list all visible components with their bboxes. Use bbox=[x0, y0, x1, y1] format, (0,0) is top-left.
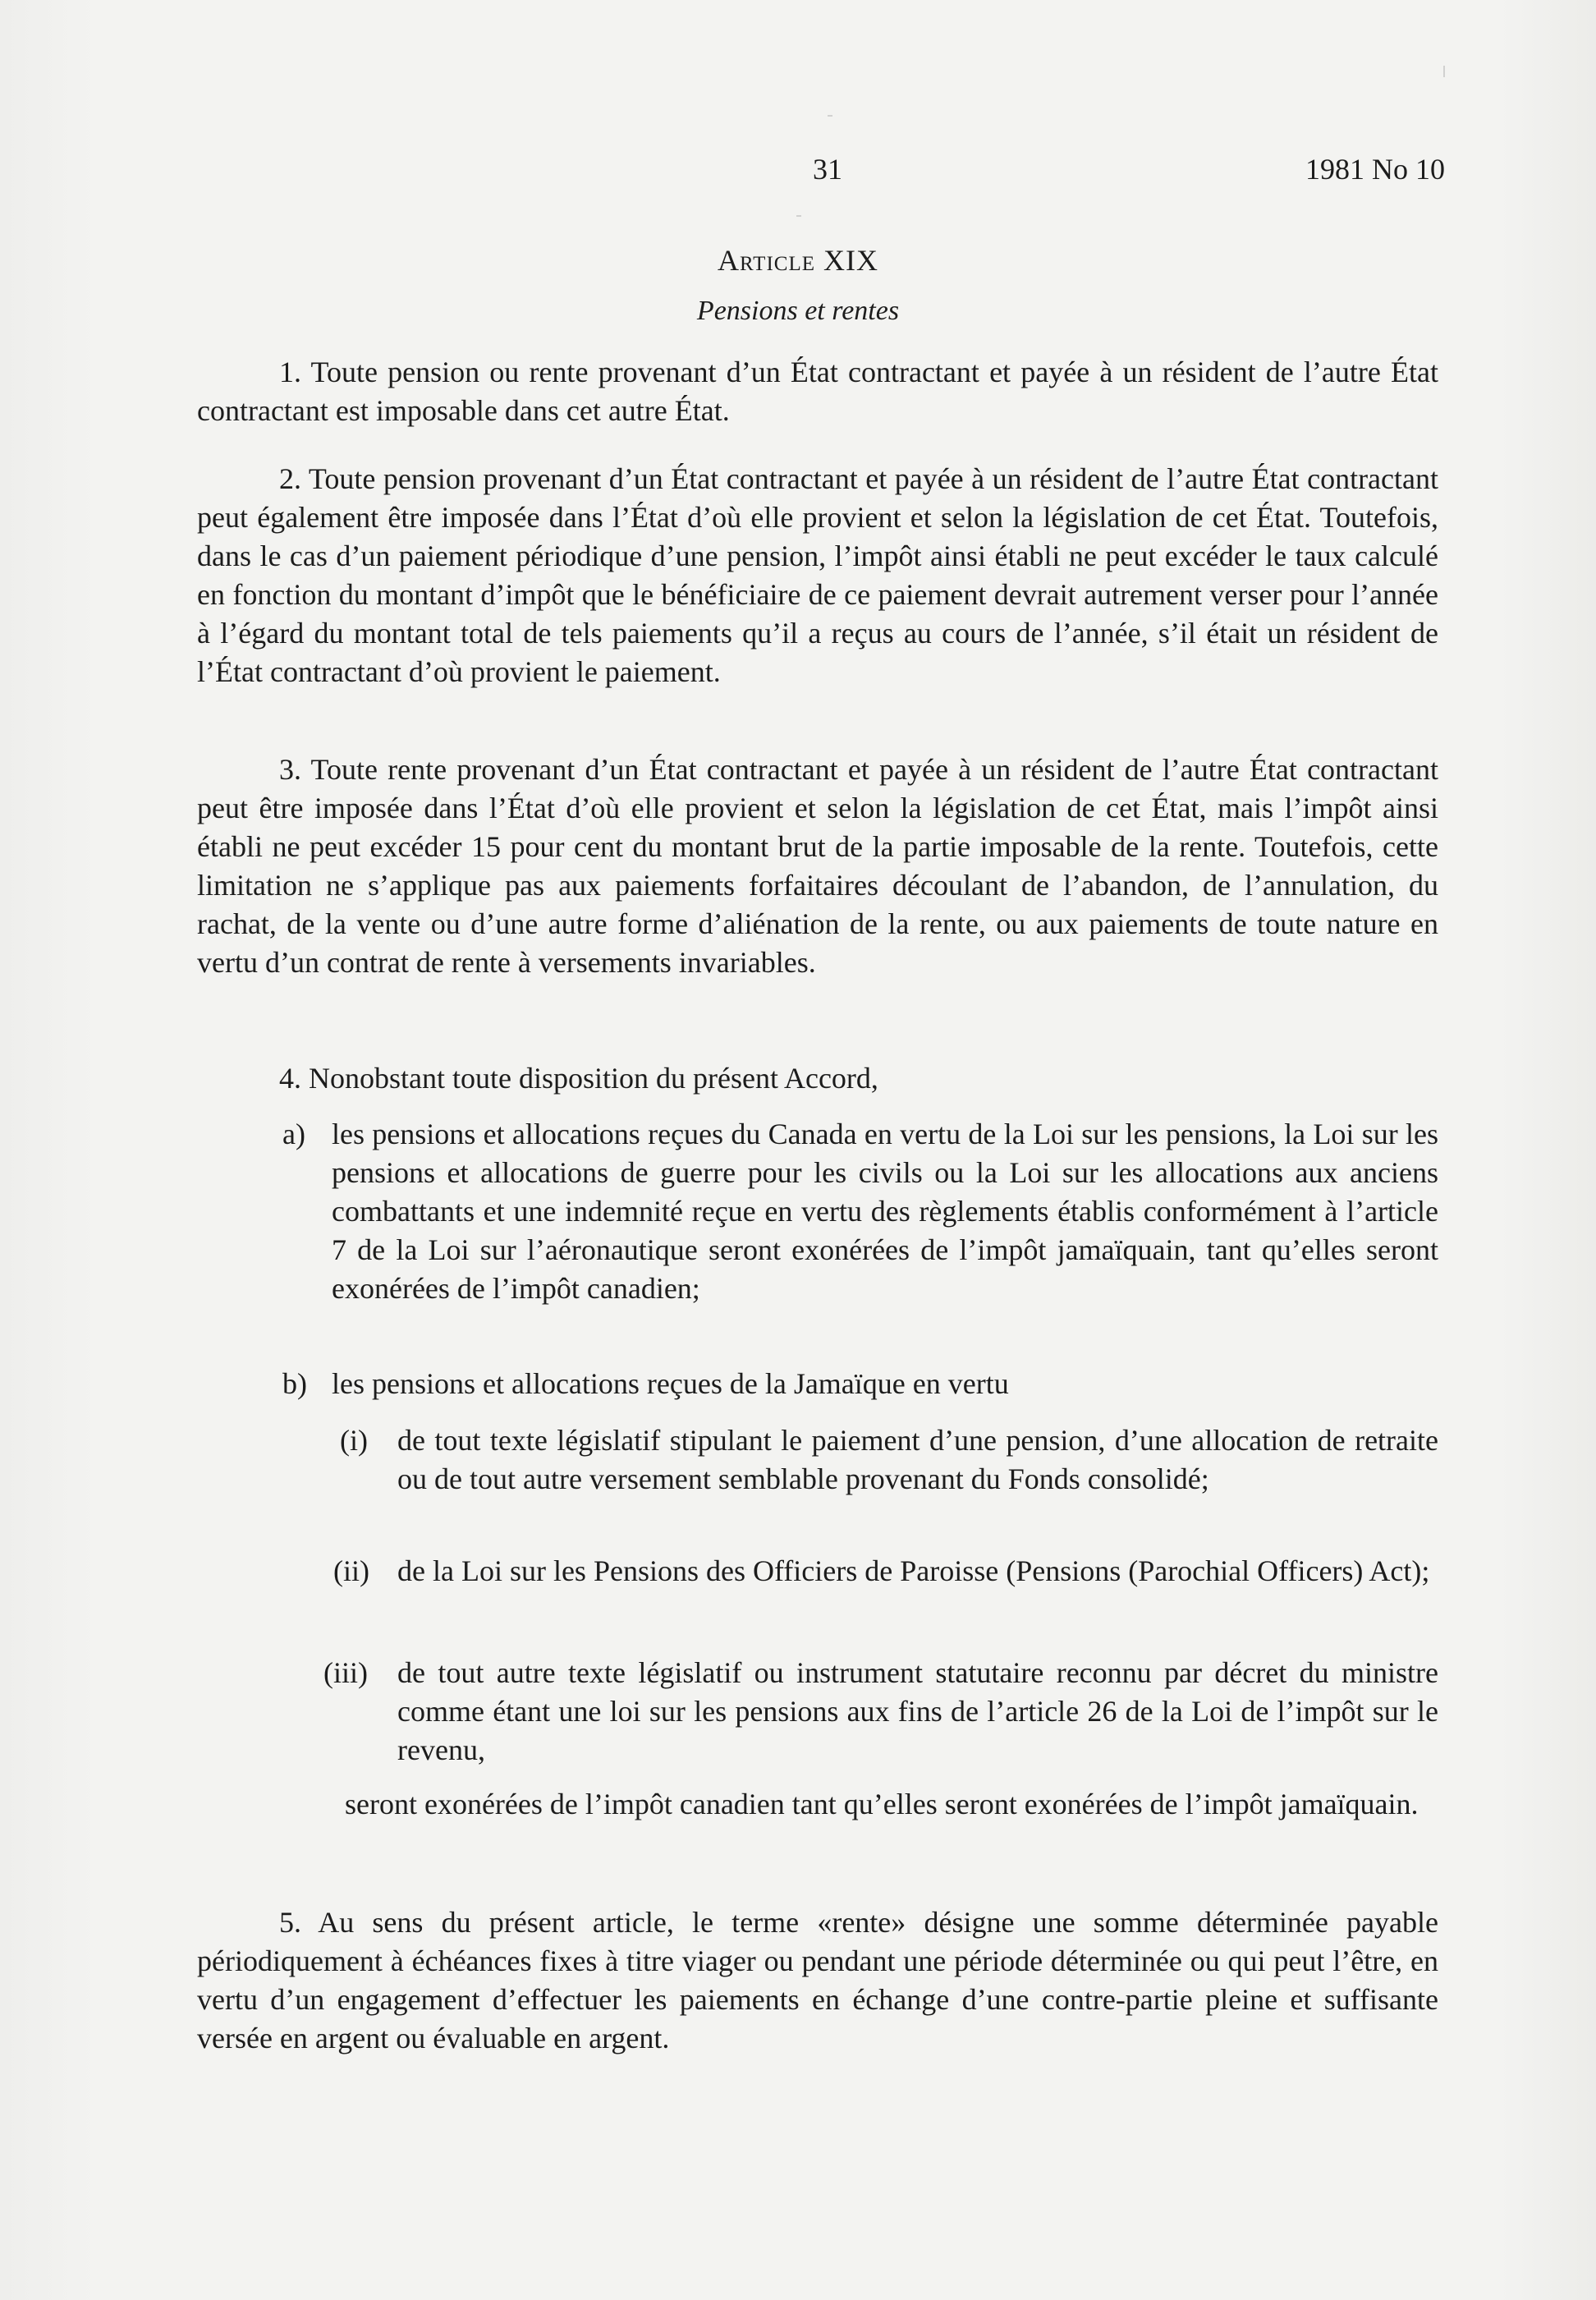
item-a-marker: a) bbox=[282, 1118, 305, 1150]
item-b-text: les pensions et allocations reçues de la Jamaïque en vertu bbox=[332, 1367, 1009, 1400]
subitem-i-text: de tout texte législatif stipulant le paiement d’une pension, d’une allocation de retraite ou de tout autre versement semblable provenant du Fonds consolidé; bbox=[397, 1424, 1438, 1495]
scan-speck bbox=[796, 215, 801, 217]
paragraph-4: 4. Nonobstant toute disposition du présent Accord, bbox=[279, 1062, 878, 1095]
scan-speck bbox=[1443, 66, 1445, 77]
subitem-ii-marker: (ii) bbox=[333, 1554, 369, 1587]
subitem-i-marker: (i) bbox=[340, 1424, 368, 1457]
page-header bbox=[0, 152, 1596, 193]
item-a-text: les pensions et allocations reçues du Canada en vertu de la Loi sur les pensions, la Loi sur les pensions et allocations de guerre pour les civils ou la Loi sur les allocations aux anciens combattants et une indemnité reçue en vertu des règlements établis conformément à l’article 7 de la Loi sur l’aéronautique seront exonérées de l’impôt jamaïquain, tant qu’elles seront exonérées de l’impôt canadien; bbox=[332, 1118, 1438, 1305]
subitem-ii-text: de la Loi sur les Pensions des Officiers de Paroisse (Pensions (Parochial Officers) Act); bbox=[397, 1554, 1430, 1587]
paragraph-3: 3. Toute rente provenant d’un État contractant et payée à un résident de l’autre État contractant peut être imposée dans l’État d’où elle provient et selon la législation de cet État, mais l’impôt ainsi établi ne peut excéder 15 pour cent du montant brut de la partie imposable de la rente. Toutefois, cette limitation ne s’applique pas aux paiements forfaitaires découlant de l’abandon, de l’annulation, du rachat, de la vente ou d’une autre forme d’aliénation de la rente, ou aux paiements de toute nature en vertu d’un contrat de rente à versements invariables. bbox=[197, 753, 1438, 979]
paragraph-1: 1. Toute pension ou rente provenant d’un État contractant et payée à un résident de l’autre État contractant est imposable dans cet autre État. bbox=[197, 356, 1438, 427]
item-b-closing: seront exonérées de l’impôt canadien tant qu’elles seront exonérées de l’impôt jamaïquain. bbox=[345, 1788, 1419, 1820]
statute-reference: 1981 No 10 bbox=[1305, 153, 1445, 186]
subitem-iii-text: de tout autre texte législatif ou instrument statutaire reconnu par décret du ministre comme étant une loi sur les pensions aux fins de l’article 26 de la Loi de l’impôt sur le revenu, bbox=[397, 1656, 1438, 1766]
item-b-marker: b) bbox=[282, 1367, 307, 1400]
article-subtitle: Pensions et rentes bbox=[696, 296, 900, 326]
page-number: 31 bbox=[813, 153, 842, 186]
paragraph-2: 2. Toute pension provenant d’un État contractant et payée à un résident de l’autre État contractant peut également être imposée dans l’État d’où elle provient et selon la législation de cet État. Toutefois, dans le cas d’un paiement périodique d’une pension, l’impôt ainsi établi ne peut excéder le taux calculé en fonction du montant d’impôt que le bénéficiaire de ce paiement devrait autrement verser pour l’année à l’égard du montant total de tels paiements qu’il a reçus au cours de l’année, s’il était un résident de l’État contractant d’où provient le paiement. bbox=[197, 462, 1438, 688]
scan-speck bbox=[828, 115, 832, 117]
paragraph-5: 5. Au sens du présent article, le terme «rente» désigne une somme déterminée payable périodiquement à échéances fixes à titre viager ou pendant une période déterminée ou qui peut l’être, en vertu d’un engagement d’effectuer les paiements en échange d’une contre-partie pleine et suffisante versée en argent ou évaluable en argent. bbox=[197, 1906, 1438, 2054]
article-title: Article XIX bbox=[718, 244, 878, 277]
subitem-iii-marker: (iii) bbox=[323, 1656, 368, 1689]
